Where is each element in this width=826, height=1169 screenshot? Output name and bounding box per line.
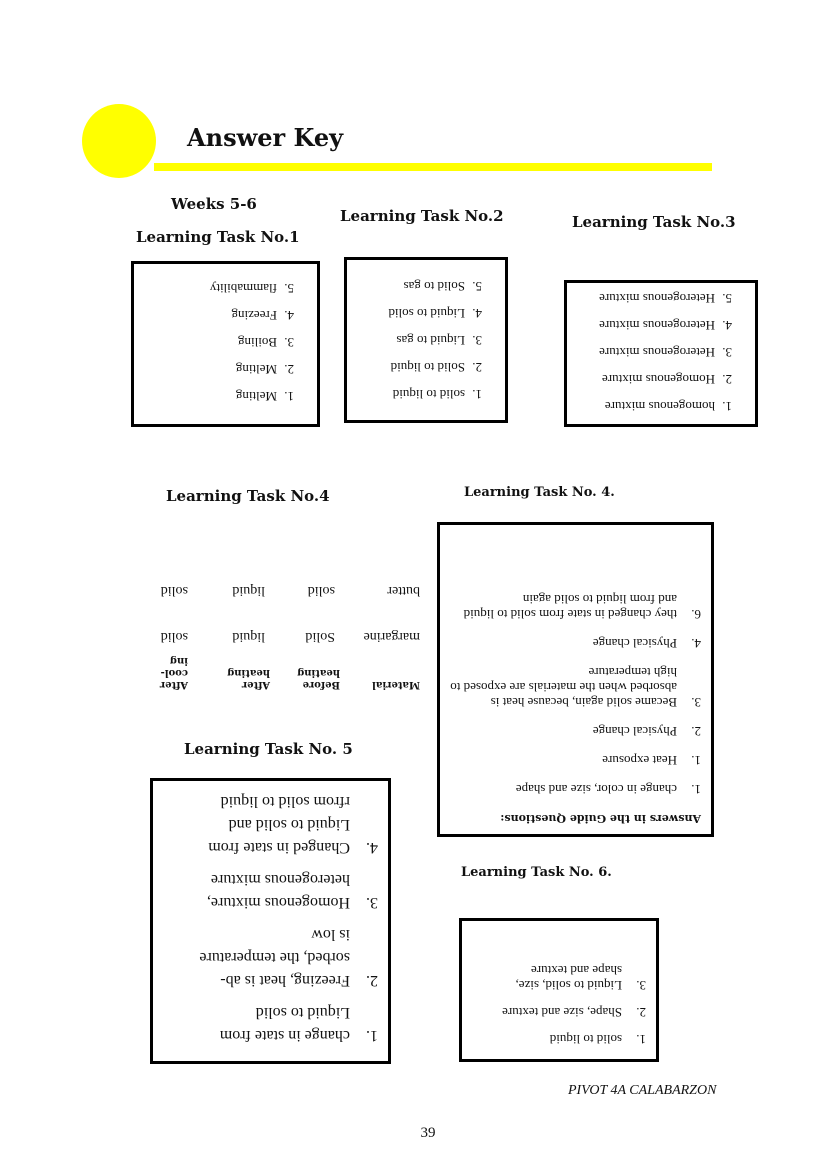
item-line: heterogenous mixture	[210, 871, 350, 888]
footer-label: PIVOT 4A CALABARZON	[568, 1083, 717, 1098]
list-item	[450, 782, 701, 797]
task2-answer-list	[357, 273, 495, 408]
list-item	[450, 592, 701, 622]
list-item	[472, 1005, 646, 1020]
table-cell: solid	[160, 583, 188, 598]
item-line: Freezing, heat is ab-	[220, 972, 350, 989]
task6-answer-box	[459, 918, 659, 1062]
header-line: heating	[297, 667, 340, 678]
task1-answer-list	[144, 275, 307, 410]
task4-guide-heading: Learning Task No. 4.	[464, 485, 615, 500]
table-header-material: Material	[372, 679, 420, 690]
task6-answers-rotated	[462, 921, 656, 1059]
task3-answer-list	[577, 285, 745, 420]
item-text: Became solid again, because heat is absorbed when the materials are exposed to high temperature	[450, 665, 677, 710]
item-text: Heat exposure	[602, 753, 677, 768]
yellow-underline-bar	[154, 163, 712, 171]
list-item: 3. Liquid to gas	[357, 327, 469, 354]
table-cell: margarine	[363, 629, 420, 644]
task3-heading: Learning Task No.3	[572, 213, 736, 231]
item-text	[207, 868, 350, 914]
weeks-label: Weeks 5-6	[171, 195, 257, 213]
list-item	[163, 790, 378, 859]
list-item	[472, 963, 646, 993]
task4-guide-box	[437, 522, 714, 837]
item-number: 4.	[366, 839, 378, 856]
header-line: After	[159, 679, 188, 690]
header-line: heating	[227, 667, 270, 678]
list-item	[163, 1001, 378, 1047]
item-number: 2.	[366, 972, 378, 989]
item-line: Liquid to solid and	[228, 816, 350, 833]
page-number: 39	[420, 1125, 436, 1141]
list-item	[450, 753, 701, 768]
list-item	[450, 665, 701, 710]
item-number: 1.	[691, 753, 701, 768]
list-item: 5. flammability	[144, 275, 281, 302]
item-text: they changed in state from solid to liquid and from liquid to solid again	[463, 592, 677, 622]
item-line: Changed in state from	[208, 839, 350, 856]
task5-answers-rotated	[153, 781, 388, 1061]
task5-answer-box	[150, 778, 391, 1064]
list-item: 1. homogenous mixture	[577, 393, 719, 420]
item-line: Homogenous mixture,	[206, 894, 350, 911]
table-header-after-cooling	[160, 654, 188, 690]
item-line: Liquid to solid, size,	[515, 978, 622, 993]
page-title: Answer Key	[187, 123, 344, 152]
list-item: 3. Boiling	[144, 329, 281, 356]
list-item: 5. Heterogenous mixture	[577, 285, 719, 312]
list-item: 4. Heterogenous mixture	[577, 312, 719, 339]
list-item	[450, 636, 701, 651]
header-line: After	[241, 679, 270, 690]
list-item	[472, 1032, 646, 1047]
header-line: Before	[302, 679, 340, 690]
list-item	[163, 923, 378, 992]
list-item	[450, 724, 701, 739]
item-number: 2.	[636, 1005, 646, 1020]
task3-answer-box	[564, 280, 758, 427]
yellow-circle-decoration	[82, 104, 156, 178]
list-item: 4. Freezing	[144, 302, 281, 329]
item-text: solid to liquid	[549, 1032, 622, 1047]
list-item: 4. Liquid to solid	[357, 300, 469, 327]
header-line: ing	[169, 655, 188, 666]
list-item	[163, 868, 378, 914]
item-text	[199, 923, 350, 992]
table-header-after	[227, 666, 270, 690]
item-line: is low	[311, 926, 350, 943]
task2-answer-box	[344, 257, 508, 423]
item-text: change in color, size and shape	[515, 782, 677, 797]
item-number: 2.	[691, 724, 701, 739]
task4-state-table	[140, 560, 430, 700]
item-number: 3.	[691, 695, 701, 710]
task1-answers-rotated	[134, 264, 317, 424]
list-item: 5. Solid to gas	[357, 273, 469, 300]
item-text: Shape, size and texture	[502, 1005, 622, 1020]
item-number: 3.	[366, 894, 378, 911]
item-number: 6.	[691, 607, 701, 622]
task4-guide-rotated	[440, 525, 711, 834]
table-cell: liquid	[232, 629, 265, 644]
task1-heading: Learning Task No.1	[136, 228, 300, 246]
item-line: Liquid to solid	[255, 1004, 350, 1021]
item-text	[208, 790, 350, 859]
task2-answers-rotated	[347, 260, 505, 420]
table-cell: liquid	[232, 583, 265, 598]
item-line: rfrom solid to liquid	[220, 793, 350, 810]
task5-heading: Learning Task No. 5	[184, 740, 353, 758]
guide-subheading: Answers in the Guide Questions:	[500, 812, 701, 825]
list-item: 1. solid to liquid	[357, 381, 469, 408]
task3-answers-rotated	[567, 283, 755, 424]
task4-heading: Learning Task No.4	[166, 487, 330, 505]
item-text	[515, 963, 622, 993]
table-cell: Solid	[305, 629, 335, 644]
header-line: cool-	[160, 667, 188, 678]
item-number: 1.	[691, 782, 701, 797]
item-number: 1.	[366, 1027, 378, 1044]
table-header-before	[297, 666, 340, 690]
item-text: Physical change	[592, 636, 677, 651]
task2-heading: Learning Task No.2	[340, 207, 504, 225]
item-text	[220, 1001, 350, 1047]
list-item: 3. Heterogenous mixture	[577, 339, 719, 366]
item-text: Physical change	[592, 724, 677, 739]
item-number: 1.	[636, 1032, 646, 1047]
list-item: 1. Melting	[144, 383, 281, 410]
item-number: 4.	[691, 636, 701, 651]
item-line: shape and texture	[531, 963, 622, 978]
list-item: 2. Solid to liquid	[357, 354, 469, 381]
table-cell: solid	[160, 629, 188, 644]
table-cell: solid	[307, 583, 335, 598]
list-item: 2. Melting	[144, 356, 281, 383]
task1-answer-box	[131, 261, 320, 427]
list-item: 2. Homogenous mixture	[577, 366, 719, 393]
item-line: change in state from	[219, 1027, 350, 1044]
item-number: 3.	[636, 978, 646, 993]
table-cell: butter	[387, 583, 420, 598]
task6-heading: Learning Task No. 6.	[461, 865, 612, 880]
item-line: sorbed, the temperature	[199, 949, 350, 966]
